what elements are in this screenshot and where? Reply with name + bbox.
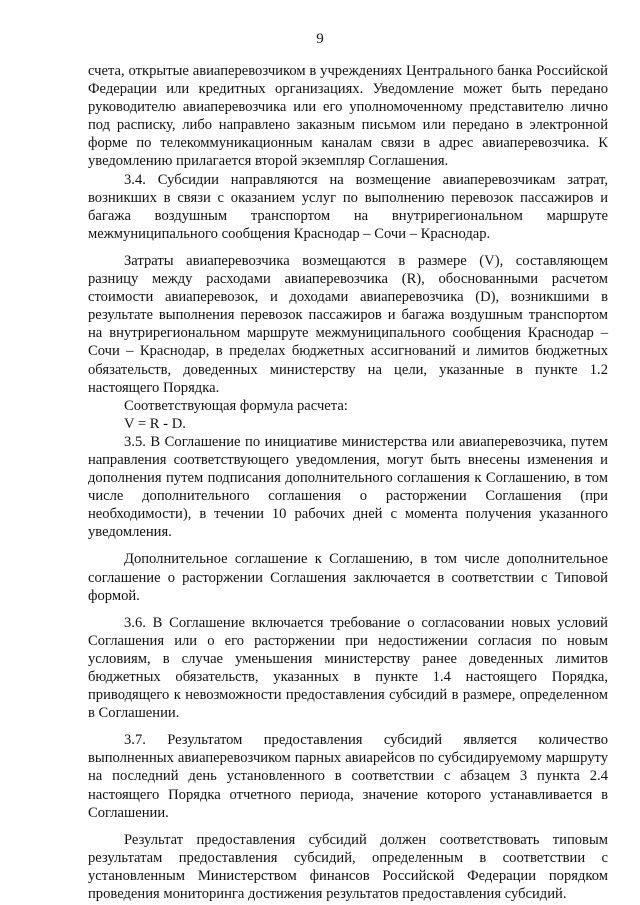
paragraph-3-5: 3.5. В Соглашение по инициативе министерства или авиаперевозчика, путем направления соответствующего уведомления, могут быть внесены изменения и дополнения путем подписания дополнительного соглашения к Соглашению, в том числе дополнительного соглашения о расторжении Соглашения (при необходимости), в течении 10 рабочих дней с момента получения указанного уведомления. <box>88 433 608 541</box>
page-number: 9 <box>316 31 324 47</box>
paragraph-3-6: 3.6. В Соглашение включается требование о согласовании новых условий Соглашения или о его расторжении при недостижении согласия по новым условиям, в случае уменьшения министерству ранее доведенных лимитов бюджетных обязательств, указанных в пункте 1.4 настоящего Порядка, приводящего к невозможности предоставления субсидий в размере, определенном в Соглашении. <box>88 614 608 722</box>
formula: V = R - D. <box>124 415 186 432</box>
document-body <box>88 62 608 903</box>
paragraph-additional-agreement: Дополнительное соглашение к Соглашению, в том числе дополнительное соглашение о расторжении Соглашения заключается в соответствии с Типовой формой. <box>88 551 608 604</box>
paragraph-3-7: 3.7. Результатом предоставления субсидий является количество выполненных авиаперевозчиком парных авиарейсов по субсидируемому маршруту на последний день установленного в соответствии с абзацем 3 пункта 2.4 настоящего Порядка отчетного периода, значение которого устанавливается в Соглашении. <box>88 732 608 821</box>
paragraph-continuation: счета, открытые авиаперевозчиком в учреждениях Центрального банка Российской Федерации или кредитных организациях. Уведомление может быть передано руководителю авиаперевозчика или его уполномоченному представителю лично под расписку, либо направлено заказным письмом или передано в электронной форме по телекоммуникационным каналам связи в адрес авиаперевозчика. К уведомлению прилагается второй экземпляр Соглашения. <box>88 63 608 170</box>
paragraph-result: Результат предоставления субсидий должен соответствовать типовым результатам предоставления субсидий, определенным в соответствии с установленным Министерством финансов Российской Федерации порядком проведения мониторинга достижения результатов предоставления субсидий. <box>88 831 608 903</box>
paragraph-costs: Затраты авиаперевозчика возмещаются в размере (V), составляющем разницу между расходами авиаперевозчика (R), обоснованными расчетом стоимости авиаперевозок, и доходами авиаперевозчика (D), возникшими в результате выполнения перевозок пассажиров и багажа воздушным транспортом на внутрирегиональном маршруте межмуниципального сообщения Краснодар – Сочи – Краснодар, в пределах бюджетных ассигнований и лимитов бюджетных обязательств, доведенных министерству на цели, указанные в пункте 1.2 настоящего Порядка. <box>88 252 608 396</box>
paragraph-3-4: 3.4. Субсидии направляются на возмещение авиаперевозчикам затрат, возникших в связи с оказанием услуг по выполнению перевозок пассажиров и багажа воздушным транспортом на внутрирегиональном маршруте межмуниципального сообщения Краснодар – Сочи – Краснодар. <box>88 171 608 242</box>
formula-caption: Соответствующая формула расчета: <box>124 397 348 414</box>
